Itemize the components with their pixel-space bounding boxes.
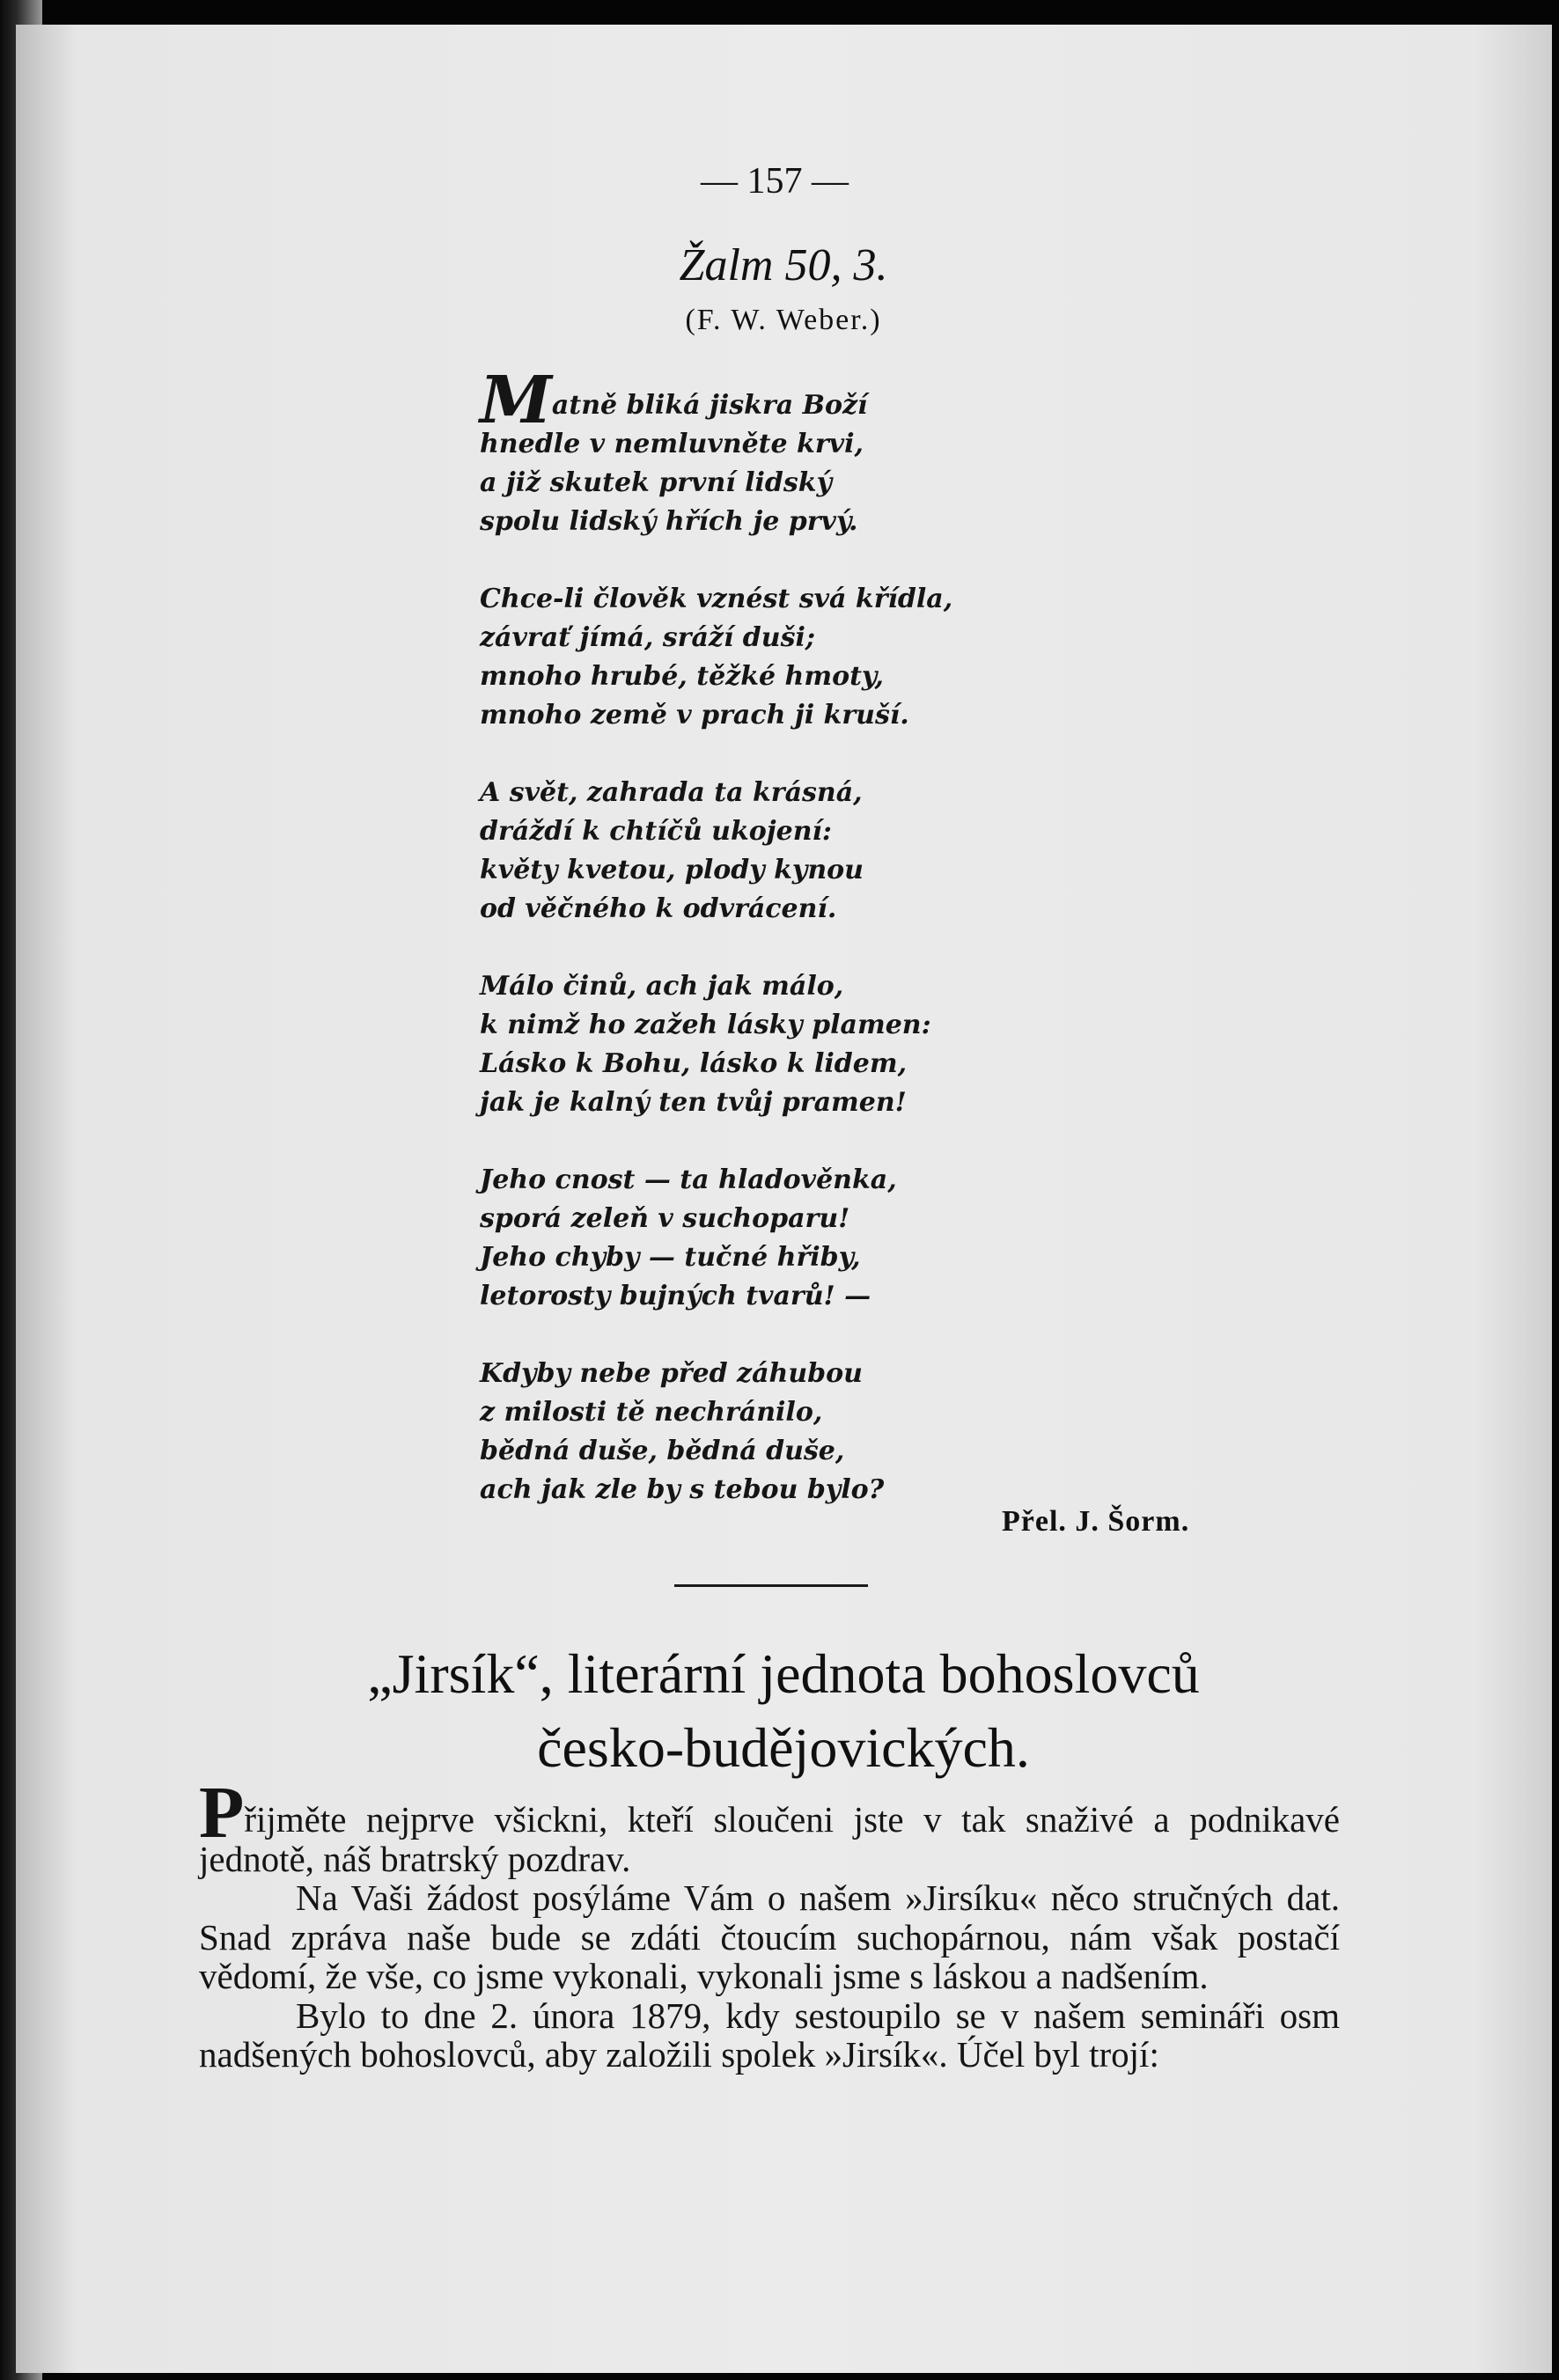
poem-line: závrať jímá, sráží duši; xyxy=(480,622,815,653)
translator-credit: Přel. J. Šorm. xyxy=(1002,1505,1190,1538)
poem-stanza xyxy=(480,774,1096,929)
poem-stanza xyxy=(480,1355,1096,1510)
poem-line: květy kvetou, plody kynou xyxy=(480,855,864,885)
article-paragraph: Bylo to dne 2. února 1879, kdy sestoupilo se v našem semináři osm nadšených bohoslovců, aby založili spolek »Jirsík«. Účel byl trojí: xyxy=(199,1994,1340,2075)
poem-line xyxy=(480,363,1096,438)
poem-line: Lásko k Bohu, lásko k lidem, xyxy=(480,1048,908,1079)
article-body xyxy=(199,1772,1340,2075)
article-heading-line: „Jirsík“, literární jednota bohoslovců xyxy=(367,1642,1200,1705)
article-paragraph-text: řijměte nejprve všickni, kteří sloučeni jste v tak snaživé a podnikavé jednotě, náš bratrský pozdrav. xyxy=(199,1799,1340,1879)
poem-first-line: atně bliká jiskra Boží xyxy=(551,390,868,421)
poem-line: Kdyby nebe před záhubou xyxy=(480,1358,863,1389)
poem-author: (F. W. Weber.) xyxy=(685,304,882,336)
article-paragraph: Na Vaši žádost posýláme Vám o našem »Jirsíku« něco stručných dat. Snad zpráva naše bude se zdáti čtoucím suchopárnou, nám však postačí vědomí, že vše, co jsme vykonali, vykonali jsme s láskou a nadšením. xyxy=(199,1877,1340,1996)
poem-line: hnedle v nemluvněte krvi, xyxy=(480,429,864,459)
poem-line: Jeho chyby — tučné hřiby, xyxy=(480,1242,861,1273)
page-number: — 157 — xyxy=(701,161,849,202)
poem-line: od věčného k odvrácení. xyxy=(480,893,837,924)
poem-line: k nimž ho zažeh lásky plamen: xyxy=(480,1010,931,1040)
poem-stanza xyxy=(480,1161,1096,1316)
poem-line: A svět, zahrada ta krásná, xyxy=(480,777,863,808)
poem-line: Málo činů, ach jak málo, xyxy=(480,971,844,1002)
poem-line: sporá zeleň v suchoparu! xyxy=(480,1203,850,1234)
poem-line: Chce-li člověk vznést svá křídla, xyxy=(480,584,953,614)
poem-line: Jeho cnost — ta hladověnka, xyxy=(480,1164,897,1195)
poem-body xyxy=(480,363,1096,1548)
poem-line: a již skutek první lidský xyxy=(480,467,833,498)
poem-line: letorosty bujných tvarů! — xyxy=(480,1281,871,1311)
article-heading-line: česko-budějovických. xyxy=(537,1716,1030,1779)
poem-line: dráždí k chtíčů ukojení: xyxy=(480,816,832,847)
poem-line: z milosti tě nechránilo, xyxy=(480,1397,823,1428)
poem-stanza xyxy=(480,580,1096,735)
section-divider xyxy=(674,1584,868,1587)
article-heading xyxy=(176,1637,1391,1785)
poem-title: Žalm 50, 3. xyxy=(679,240,888,290)
poem-stanza xyxy=(480,363,1096,541)
poem-line: bědná duše, bědná duše, xyxy=(480,1436,845,1466)
poem-line: mnoho hrubé, těžké hmoty, xyxy=(480,661,884,692)
poem-dropcap: M xyxy=(480,363,552,438)
poem-line: jak je kalný ten tvůj pramen! xyxy=(480,1087,907,1118)
poem-line: mnoho země v prach ji kruší. xyxy=(480,700,909,731)
article-paragraph xyxy=(199,1772,1340,1879)
poem-line: spolu lidský hřích je prvý. xyxy=(480,506,858,537)
poem-line: ach jak zle by s tebou bylo? xyxy=(480,1474,885,1505)
article-dropcap: P xyxy=(199,1772,245,1854)
poem-stanza xyxy=(480,967,1096,1122)
